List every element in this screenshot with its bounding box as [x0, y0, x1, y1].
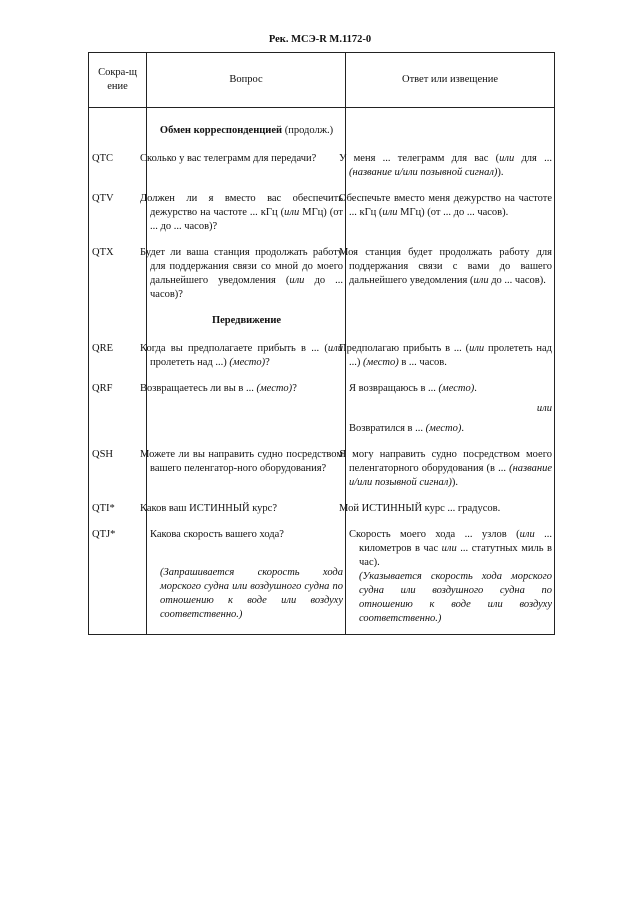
answer-cell [346, 382, 555, 448]
table-header-row [89, 53, 555, 108]
code-cell: QTI* [89, 502, 147, 528]
question-cell: Будет ли ваша станция продолжать работу для поддержания связи со мной до моего дальнейшего уведомления (или до ... часов)? [147, 246, 346, 314]
column-header-abbreviation [89, 53, 147, 108]
column-header-question: Вопрос [147, 53, 346, 108]
answer-cell: Мой ИСТИННЫЙ курс ... градусов. [346, 502, 555, 528]
question-cell: Когда вы предполагаете прибыть в ... (или пролететь над ...) (место)? [147, 342, 346, 382]
code-cell: QRE [89, 342, 147, 382]
answer-line: Я возвращаюсь в ... (место). [349, 383, 477, 394]
question-cell: Сколько у вас телеграмм для передачи? [147, 152, 346, 192]
question-cell: Каков ваш ИСТИННЫЙ курс? [147, 502, 346, 528]
table-row [89, 246, 555, 314]
table-row [89, 528, 555, 635]
question-text: Какова скорость вашего хода? [150, 529, 284, 540]
section-subtitle: (продолж.) [284, 125, 334, 136]
code-cell: QTX [89, 246, 147, 314]
table-row [89, 448, 555, 502]
answer-text: Скорость моего хода ... узлов (или ... километров в час или ... статутных миль в час). [349, 529, 552, 568]
spacer-row [89, 108, 555, 125]
code-cell: QTV [89, 192, 147, 246]
answer-alternative-or: или [536, 403, 552, 414]
answer-cell: У меня ... телеграмм для вас (или для ... (название и/или позывной сигнал)). [346, 152, 555, 192]
question-note: (Запрашивается скорость хода морского судна или воздушного судна по отношению к воде или воздуху соответственно.) [160, 567, 343, 620]
q-code-table [88, 52, 555, 635]
section-title-movement: Передвижение [211, 315, 282, 326]
column-header-answer: Ответ или извещение [346, 53, 555, 108]
answer-line-alt: Возвратился в ... (место). [349, 423, 464, 434]
table-row [89, 342, 555, 382]
question-cell: Возвращаетесь ли вы в ... (место)? [147, 382, 346, 448]
code-cell: QSH [89, 448, 147, 502]
table-row [89, 502, 555, 528]
table-row [89, 152, 555, 192]
question-cell [147, 528, 346, 635]
answer-cell: Моя станция будет продолжать работу для поддержания связи с вами до вашего дальнейшего уведомления (или до ... часов). [346, 246, 555, 314]
answer-cell: Обеспечьте вместо меня дежурство на частоте ... кГц (или МГц) (от ... до ... часов). [346, 192, 555, 246]
table-row [89, 192, 555, 246]
question-cell: Можете ли вы направить судно посредством вашего пеленгатор-ного оборудования? [147, 448, 346, 502]
question-cell: Должен ли я вместо вас обеспечить дежурство на частоте ... кГц (или МГц) (от ... до ... часов)? [147, 192, 346, 246]
code-cell: QTJ* [89, 528, 147, 635]
table-row [89, 382, 555, 448]
answer-cell: Я могу направить судно посредством моего пеленгаторного оборудования (в ... (название и/или позывной сигнал)). [346, 448, 555, 502]
section-row-correspondence [89, 124, 555, 152]
answer-cell [346, 528, 555, 635]
answer-note: (Указывается скорость хода морского судна или воздушного судна по отношению к воде или воздуху соответственно.) [359, 571, 552, 624]
code-cell: QTC [89, 152, 147, 192]
section-row-movement [89, 314, 555, 342]
code-cell: QRF [89, 382, 147, 448]
section-title-correspondence: Обмен корреспонденцией (продолж.) [159, 125, 334, 136]
page-header: Рек. МСЭ-R M.1172-0 [268, 34, 372, 45]
abbr-header-text: Сокра-щение [98, 67, 137, 92]
answer-cell: Предполагаю прибыть в ... (или пролететь над ...) (место) в ... часов. [346, 342, 555, 382]
